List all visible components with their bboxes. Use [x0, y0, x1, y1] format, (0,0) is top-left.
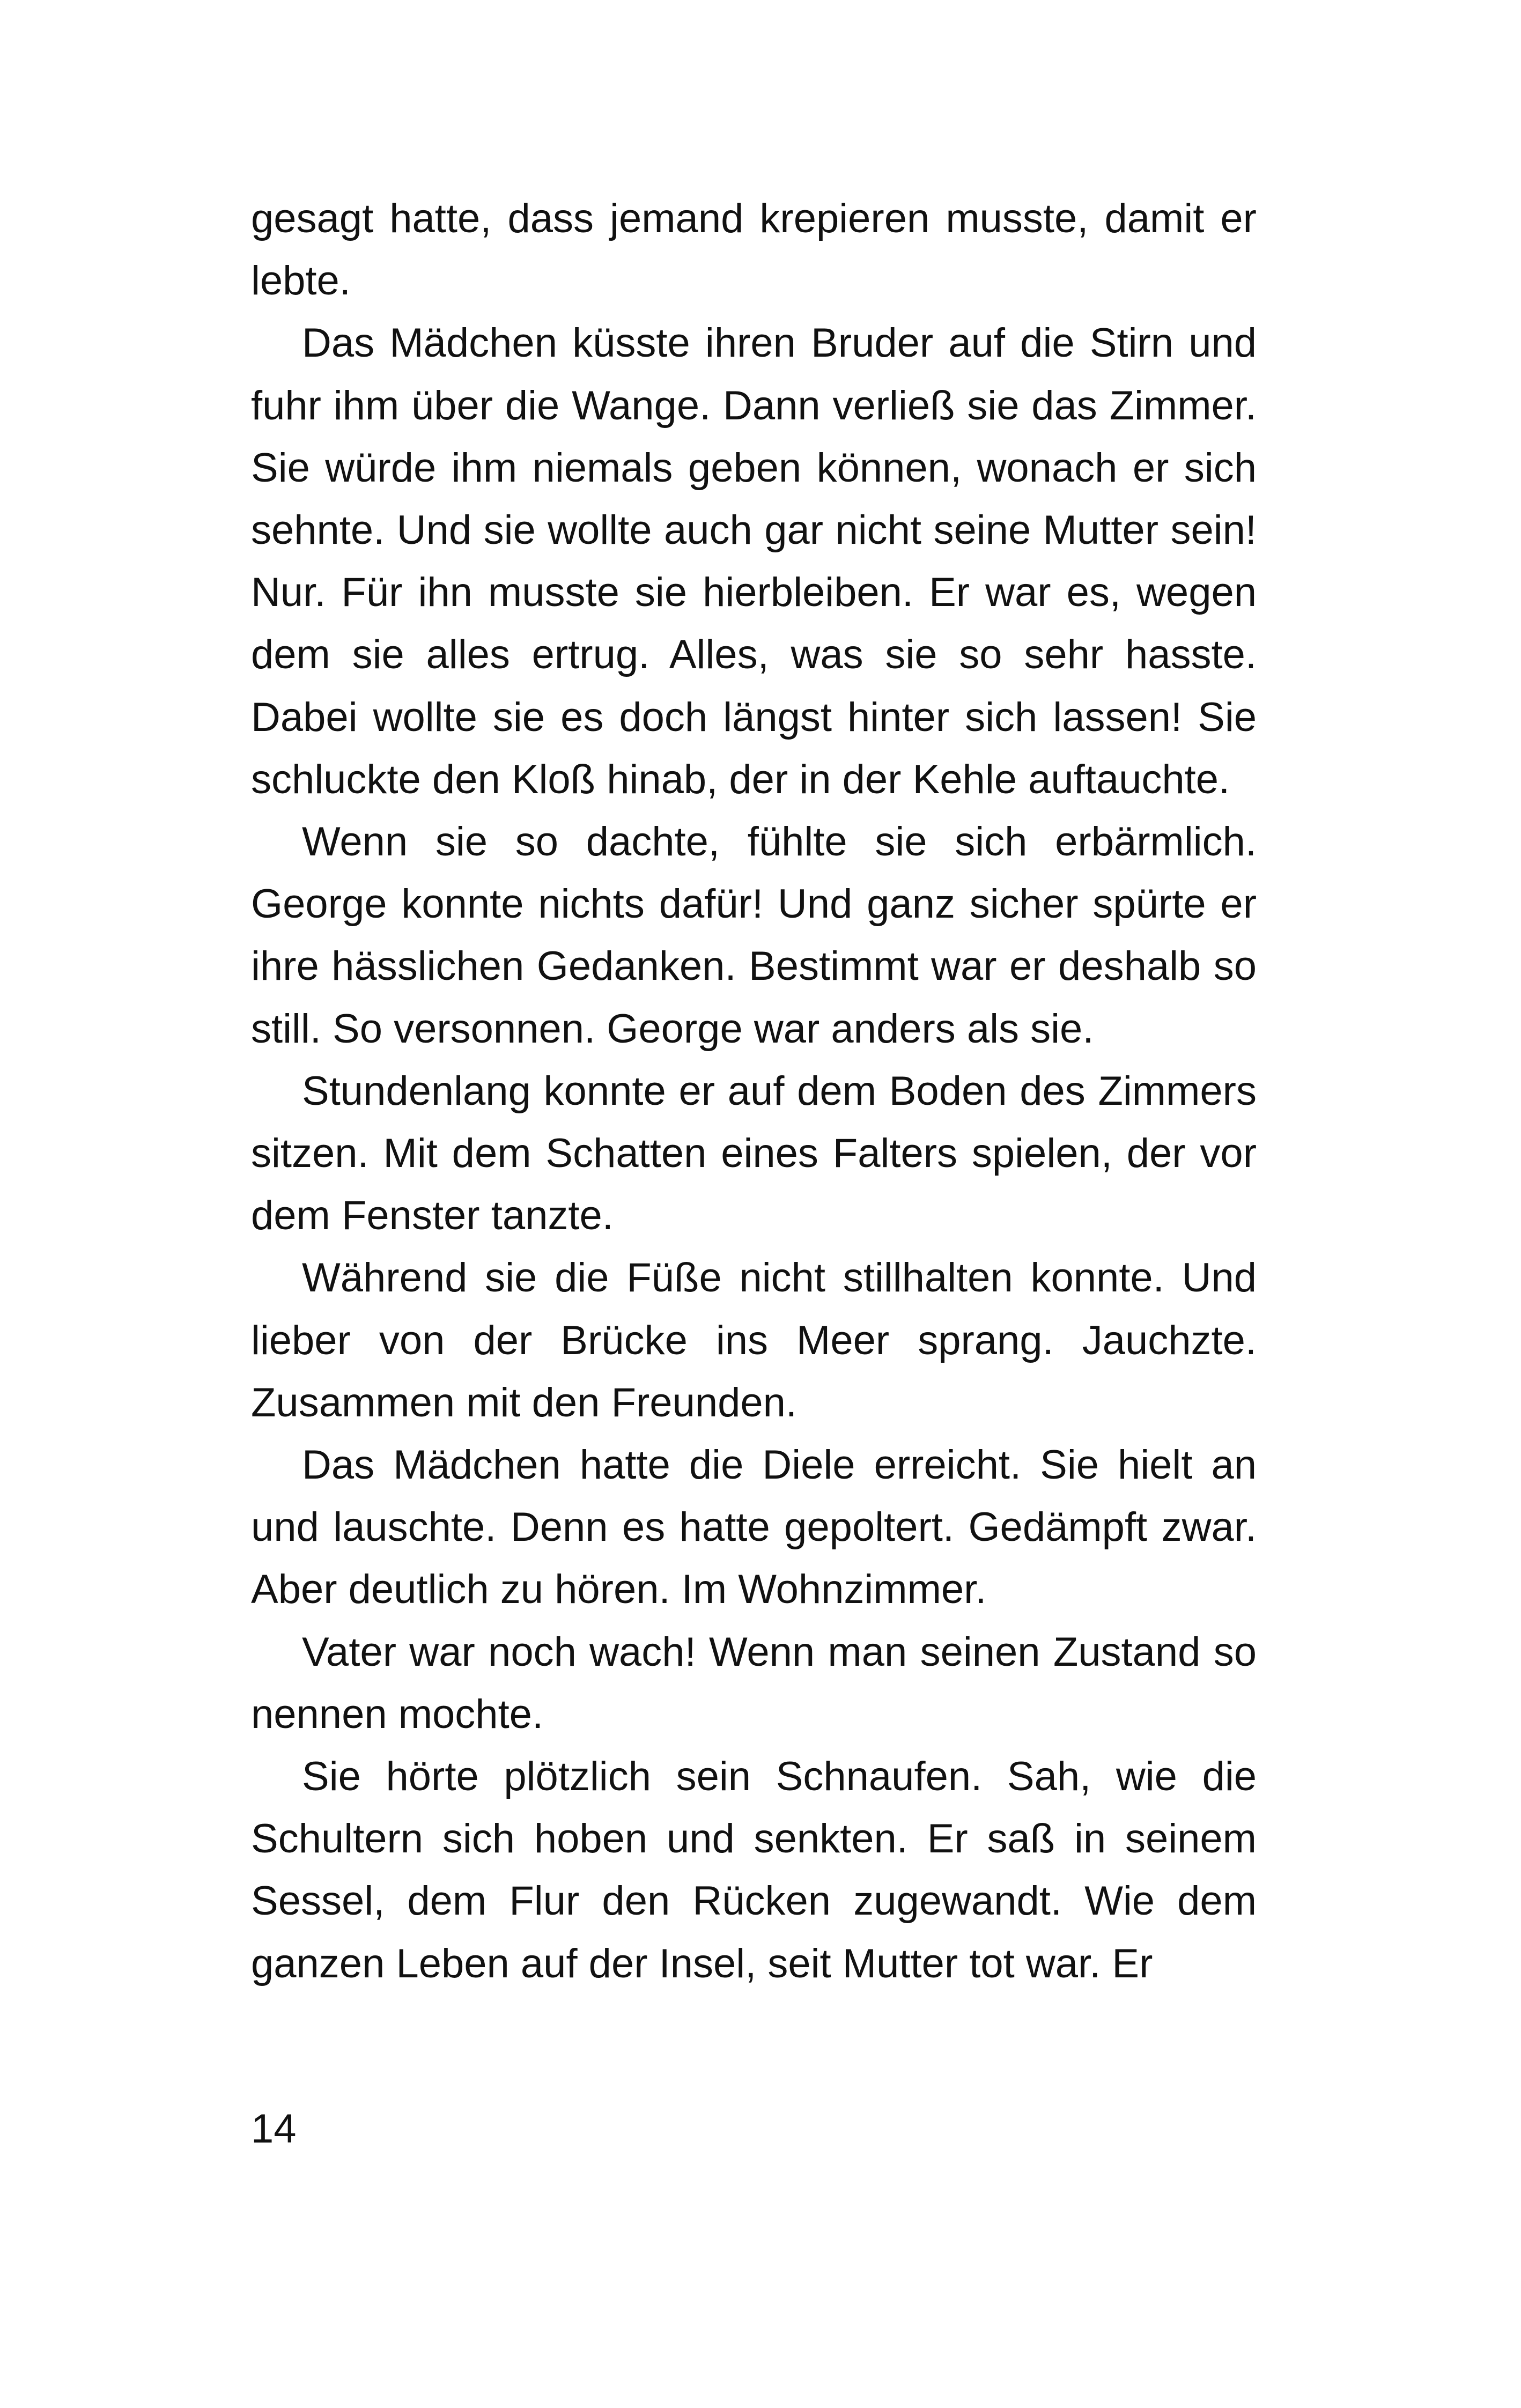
- paragraph-continuation: gesagt hatte, dass jemand krepieren musste, damit er lebte.: [251, 196, 1257, 304]
- paragraph: Stundenlang konnte er auf dem Boden des Zimmers sitzen. Mit dem Schatten eines Falters spielen, der vor dem Fenster tanzte.: [251, 1068, 1257, 1239]
- paragraph: Sie hörte plötzlich sein Schnaufen. Sah, wie die Schultern sich hoben und senkten. Er saß in seinem Sessel, dem Flur den Rücken zugewandt. Wie dem ganzen Leben auf der Insel, seit Mutter tot war. Er: [251, 1754, 1257, 1986]
- paragraph: Vater war noch wach! Wenn man seinen Zustand so nennen mochte.: [251, 1629, 1257, 1737]
- page-body-text: [251, 188, 1257, 1995]
- paragraph: Wenn sie so dachte, fühlte sie sich erbärmlich. George konnte nichts dafür! Und ganz sicher spürte er ihre hässlichen Gedanken. Bestimmt war er deshalb so still. So versonnen. George war anders als sie.: [251, 819, 1257, 1052]
- page-number: 14: [251, 2106, 297, 2152]
- paragraph: Während sie die Füße nicht stillhalten konnte. Und lieber von der Brücke ins Meer sprang. Jauchzte. Zusammen mit den Freunden.: [251, 1255, 1257, 1425]
- paragraph: Das Mädchen küsste ihren Bruder auf die Stirn und fuhr ihm über die Wange. Dann verließ sie das Zimmer. Sie würde ihm niemals geben können, wonach er sich sehnte. Und sie wollte auch gar nicht seine Mutter sein! Nur. Für ihn musste sie hierbleiben. Er war es, wegen dem sie alles ertrug. Alles, was sie so sehr hasste. Dabei wollte sie es doch längst hinter sich lassen! Sie schluckte den Kloß hinab, der in der Kehle auftauchte.: [251, 320, 1257, 802]
- paragraph: Das Mädchen hatte die Diele erreicht. Sie hielt an und lauschte. Denn es hatte gepoltert. Gedämpft zwar. Aber deutlich zu hören. Im Wohnzimmer.: [251, 1442, 1257, 1613]
